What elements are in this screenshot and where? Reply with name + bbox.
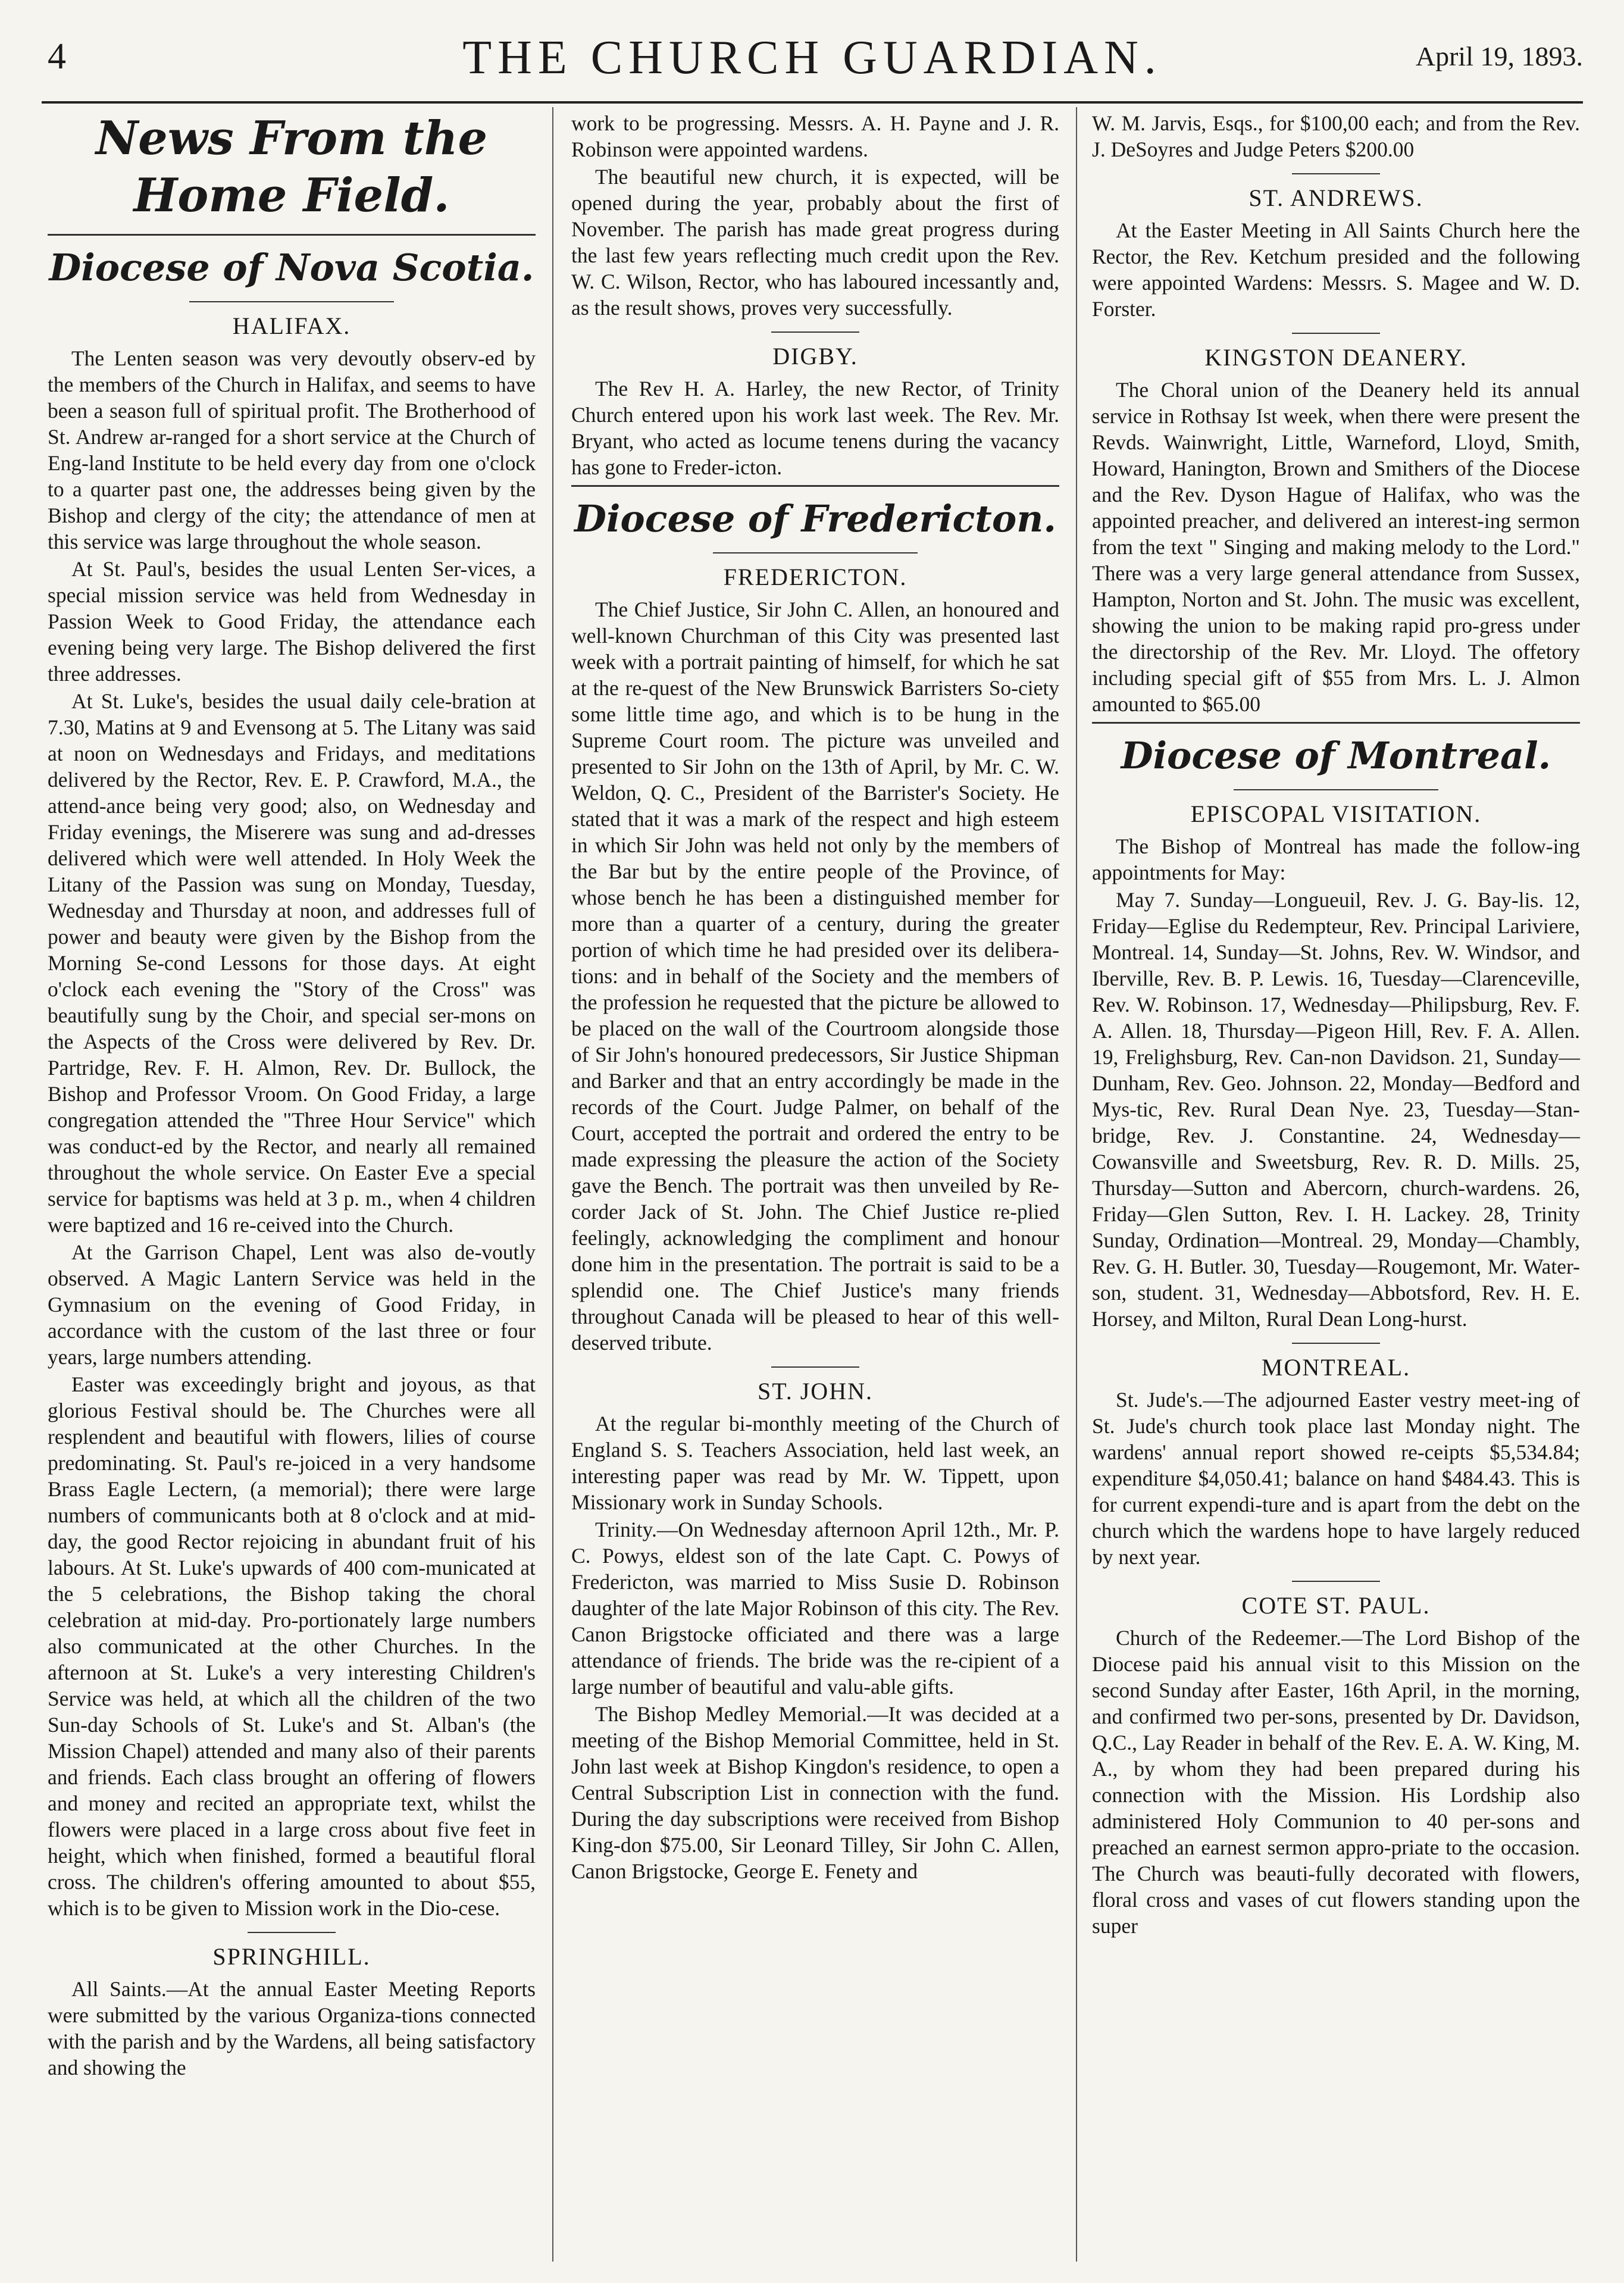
diocese-rule: [189, 301, 394, 302]
article-paragraph: May 7. Sunday—Longueuil, Rev. J. G. Bay-lis. 12, Friday—Eglise du Redempteur, Rev. Principal Lariviere, Montreal. 14, Sunday—St. Johns, Rev. W. Windsor, and Iberville, Rev. B. P. Lewis. 16, Tuesday—Clarenceville, Rev. W. Robinson. 17, Wednesday—Philipsburg, Rev. F. A. Allen. 18, Thursday—Pigeon Hill, Rev. F. A. Allen. 19, Frelighsburg, Rev. Can-non Davidson. 21, Sunday—Dunham, Rev. Geo. Johnson. 22, Monday—Bedford and Mys-tic, Rev. Rural Dean Nye. 23, Tuesday—Stan-bridge, Rev. J. Constantine. 24, Wednesday—Cowansville and Sweetsburg, Rev. R. D. Mills. 25, Thursday—Sutton and Abercorn, church-wardens. 26, Friday—Glen Sutton, Rev. I. H. Lackey. 28, Trinity Sunday, Ordination—Montreal. 29, Monday—Chambly, Rev. G. H. Butler. 30, Tuesday—Rougemont, Mr. Water-son, student. 31, Wednesday—Abbotsford, Rev. H. E. Horsey, and Milton, Rural Dean Long-hurst.: [1092, 888, 1580, 1331]
article-heading: COTE ST. PAUL.: [1241, 1592, 1431, 1619]
masthead: THE CHURCH GUARDIAN.: [462, 32, 1162, 84]
section-rule: [571, 485, 1059, 487]
divider: [1292, 173, 1380, 174]
article-paragraph: At the Easter Meeting in All Saints Church here the Rector, the Rev. Ketchum presided and the following were appointed Wardens: Messrs. S. Magee and W. D. Forster.: [1092, 218, 1580, 321]
article-paragraph: At St. Luke's, besides the usual daily cele-bration at 7.30, Matins at 9 and Evensong at 5. The Litany was said at noon on Wednesdays and Fridays, and meditations delivered by the Rector, Rev. E. P. Crawford, M.A., the attend-ance being very good; also, on Wednesday and Friday evenings, the Miserere was sung and ad-dresses delivered which were well attended. In Holy Week the Litany of the Passion was sung on Monday, Tuesday, Wednesday and Thursday at noon, and addresses full of power and beauty were given by the Bishop from the Morning Se-cond Lessons for those days. At eight o'clock each evening the "Story of the Cross" was beautifully sung by the Choir, and special ser-mons on the Aspects of the Cross were delivered by Rev. Dr. Partridge, Rev. F. H. Almon, Rev. Dr. Bullock, the Bishop and Professor Vroom. On Good Friday, a large congregation attended the "Three Hour Service" which was conduct-ed by the Rector, and nearly all remained throughout the whole service. On Easter Eve a special service for baptisms was held at 3 p. m., when 4 children were baptized and 16 re-ceived into the Church.: [48, 689, 536, 1237]
article-paragraph: At St. Paul's, besides the usual Lenten Ser-vices, a special mission service was held from Wednesday in Passion Week to Good Friday, the attendance each evening being very large. The Bishop delivered the first three addresses.: [48, 557, 536, 686]
article-heading: DIGBY.: [772, 343, 858, 370]
section-rule: [1092, 722, 1580, 724]
article-heading: ST. ANDREWS.: [1248, 184, 1423, 211]
divider: [771, 1366, 859, 1368]
article-paragraph: work to be progressing. Messrs. A. H. Payne and J. R. Robinson were appointed wardens.: [571, 111, 1059, 161]
article-paragraph: The Choral union of the Deanery held its annual service in Rothsay Ist week, when there were present the Revds. Wainwright, Little, Warneford, Lloyd, Smith, Howard, Hanington, Brown and Smithers of the Diocese and the Rev. Dyson Hague of Halifax, who was the appointed preacher, and delivered an interest-ing sermon from the text " Singing and making melody to the Lord." There was a very large general attendance from Sussex, Hampton, Norton and St. John. The music was excellent, showing the union to be making rapid pro-gress under the directorship of the Rev. Mr. Lloyd. The offetory including special gift of $55 from Mrs. L. J. Almon amounted to $65.00: [1092, 378, 1580, 716]
article-paragraph: St. Jude's.—The adjourned Easter vestry meet-ing of St. Jude's church took place last Monday night. The wardens' annual report showed re-ceipts $5,534.84; expenditure $4,050.41; balance on hand $484.43. This is for current expendi-ture and is apart from the debt on the church which the wardens hope to have largely reduced by next year.: [1092, 1388, 1580, 1569]
diocese-rule: [713, 552, 918, 553]
article-heading: KINGSTON DEANERY.: [1204, 344, 1467, 371]
diocese-heading: Diocese of Montreal.: [1121, 734, 1551, 777]
diocese-heading: Diocese of Nova Scotia.: [49, 246, 534, 289]
article-paragraph: The Rev H. A. Harley, the new Rector, of Trinity Church entered upon his work last week. The Rev. Mr. Bryant, who acted as locume tenens during the vacancy has gone to Freder-icton.: [571, 377, 1059, 479]
article-paragraph: The Bishop Medley Memorial.—It was decided at a meeting of the Bishop Memorial Committee, held in St. John last week at Bishop Kingdon's residence, to open a Central Subscription List in connection with the fund. During the day subscriptions were received from Bishop King-don $75.00, Sir Leonard Tilley, Sir John C. Allen, Canon Brigstocke, George E. Fenety and: [571, 1702, 1059, 1883]
section-banner: News From the Home Field.: [95, 111, 488, 223]
article-heading: MONTREAL.: [1261, 1354, 1411, 1381]
article-paragraph: The beautiful new church, it is expected, will be opened during the year, probably about the first of November. The parish has made great progress during the last few years reflecting much credit upon the Rev. W. C. Wilson, Rector, who has laboured incessantly and, as the result shows, proves very successfully.: [571, 165, 1059, 320]
article-paragraph: The Chief Justice, Sir John C. Allen, an honoured and well-known Churchman of this City was presented last week with a portrait painting of himself, for which he sat at the re-quest of the New Brunswick Barristers So-ciety some little time ago, and which is to be hung in the Supreme Court room. The picture was unveiled and presented to Sir John on the 13th of April, by Mr. C. W. Weldon, Q. C., President of the Barrister's Society. He stated that it was a mark of the respect and high esteem in which Sir John was held not only by the members of the Bar but by the entire people of the Province, of whose bench he has been a distinguished member for more than a quarter of a century, during the greater portion of which time he had presided over its delibera-tions: and in behalf of the Society and the members of the profession he requested that the picture be allowed to be placed on the wall of the Courtroom alongside those of Sir John's honoured predecessors, Sir Justice Shipman and Barker and that an entry accordingly be made in the records of the Court. Judge Palmer, on behalf of the Court, accepted the portrait and ordered the entry to be made expressing the pleasure the action of the Society gave the Bench. The portrait was then unveiled by Re-corder Jack of St. John. The Chief Justice re-plied feelingly, acknowledging the compliment and honour done him in the presentation. The portrait is said to be a splendid one. The Chief Justice's many friends throughout Canada will be pleased to hear of this well-deserved tribute.: [571, 598, 1059, 1355]
article-paragraph: Easter was exceedingly bright and joyous, as that glorious Festival should be. The Churches were all resplendent and beautiful with flowers, lilies of course predominating. St. Paul's re-joiced in a very handsome Brass Eagle Lectern, (a memorial); there were large numbers of communicants both at 8 o'clock and at mid-day, the good Rector rejoicing in abundant fruit of his labours. At St. Luke's upwards of 400 com-municated at the 5 celebrations, the Bishop taking the choral celebration at mid-day. Pro-portionately large numbers also communicated at the other Churches. In the afternoon at St. Luke's a very interesting Children's Service was held, at which all the children of the two Sun-day Schools of St. Luke's and St. Alban's (the Mission Chapel) attended and many also of their parents and friends. Each class brought an offering of flowers and money and recited an appropriate text, whilst the flowers were placed in a large cross about five feet in height, which when finished, formed a beautiful floral cross. The children's offering amounted to about $55, which is to be given to Mission work in the Dio-cese.: [48, 1372, 536, 1920]
column-divider: [552, 107, 553, 2262]
column-2: [571, 110, 1059, 1885]
divider: [248, 1932, 336, 1933]
diocese-heading: Diocese of Fredericton.: [574, 497, 1056, 540]
page-header: [42, 29, 1583, 94]
article-paragraph: At the Garrison Chapel, Lent was also de-voutly observed. A Magic Lantern Service was held in the Gymnasium on the evening of Good Friday, in accordance with the custom of the last three or four years, large numbers attending.: [48, 1240, 536, 1369]
column-3: [1092, 110, 1580, 1940]
article-paragraph: At the regular bi-monthly meeting of the Church of England S. S. Teachers Association, held last week, an interesting paper was read by Mr. W. Tippett, upon Missionary work in Sunday Schools.: [571, 1412, 1059, 1514]
divider: [771, 331, 859, 333]
divider: [1292, 1343, 1380, 1344]
article-paragraph: Trinity.—On Wednesday afternoon April 12th., Mr. P. C. Powys, eldest son of the late Capt. C. Powys of Fredericton, was married to Miss Susie D. Robinson daughter of the late Major Robinson of this city. The Rev. Canon Brigstocke officiated and there was a large attendance of friends. The bride was the re-cipient of a large number of beautiful and valu-able gifts.: [571, 1518, 1059, 1699]
issue-date: April 19, 1893.: [1415, 41, 1583, 71]
header-rule: [42, 101, 1583, 104]
diocese-rule: [1234, 789, 1438, 790]
article-heading: EPISCOPAL VISITATION.: [1190, 800, 1482, 827]
article-paragraph: Church of the Redeemer.—The Lord Bishop of the Diocese paid his annual visit to this Mission on the second Sunday after Easter, 16th April, in the morning, and confirmed two per-sons, presented by Dr. Davidson, Q.C., Lay Reader in behalf of the Rev. E. A. W. King, M. A., by whom they had been prepared during his connection with the Mission. His Lordship also administered Holy Communion to 40 per-sons and preached an earnest sermon appro-priate to the occasion. The Church was beauti-fully decorated with flowers, floral cross and vases of cut flowers standing upon the super: [1092, 1626, 1580, 1938]
article-heading: HALIFAX.: [232, 312, 351, 339]
divider: [1292, 1581, 1380, 1582]
page-number: 4: [48, 36, 66, 77]
article-paragraph: W. M. Jarvis, Esqs., for $100,00 each; and from the Rev. J. DeSoyres and Judge Peters $200.00: [1092, 111, 1580, 161]
article-heading: ST. JOHN.: [758, 1378, 873, 1405]
article-paragraph: The Lenten season was very devoutly observ-ed by the members of the Church in Halifax, and seems to have been a season full of spiritual profit. The Brotherhood of St. Andrew ar-ranged for a short service at the Church of Eng-land Institute to be held every day from one o'clock to a quarter past one, the addresses being given by the Bishop and clergy of the city; the attendance of men at this service was large throughout the whole season.: [48, 346, 536, 553]
column-divider: [1076, 107, 1077, 2262]
banner-rule: [48, 234, 536, 236]
divider: [1292, 333, 1380, 334]
article-paragraph: All Saints.—At the annual Easter Meeting Reports were submitted by the various Organiza-tions connected with the parish and by the Wardens, all being satisfactory and showing the: [48, 1977, 536, 2079]
article-heading: FREDERICTON.: [723, 564, 908, 590]
article-heading: SPRINGHILL.: [212, 1943, 371, 1970]
column-1: [48, 110, 536, 2082]
article-paragraph: The Bishop of Montreal has made the follow-ing appointments for May:: [1092, 834, 1580, 884]
